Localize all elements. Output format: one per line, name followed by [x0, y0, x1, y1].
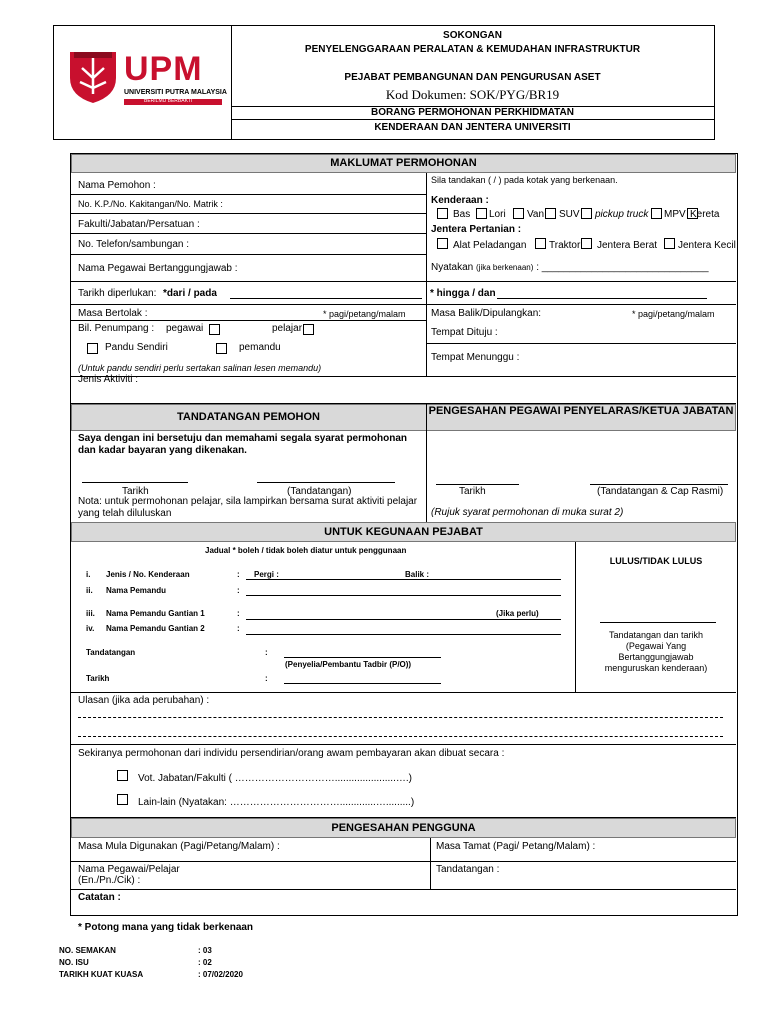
label-fakulti: Fakulti/Jabatan/Persatuan : — [78, 219, 200, 230]
masa-tamat-label: Masa Tamat (Pagi/ Petang/Malam) : — [436, 841, 596, 852]
pergi-label: Pergi : — [254, 570, 279, 579]
label-pegawai: Nama Pegawai Bertanggungjawab : — [78, 263, 238, 274]
ulasan-input-2[interactable] — [78, 724, 723, 737]
row-i-num: i. — [86, 570, 91, 579]
sig-line-tt-left[interactable] — [257, 482, 395, 483]
header-line3: PEJABAT PEMBANGUNAN DAN PENGURUSAN ASET — [344, 72, 601, 83]
checkbox-pegawai[interactable] — [209, 324, 220, 335]
row-line — [70, 281, 736, 282]
row-line — [70, 213, 426, 214]
pegawai-yang-text: (Pegawai Yang — [625, 641, 687, 651]
label-hingga-dan: * hingga / dan — [430, 288, 496, 299]
tt-left: (Tandatangan) — [287, 486, 352, 497]
tandatangan-label: Tandatangan — [86, 648, 136, 657]
row-ii-colon: : — [237, 586, 240, 595]
option-traktor: Traktor — [549, 240, 581, 251]
jadual-text: Jadual * boleh / tidak boleh diatur untuk penggunaan — [205, 546, 407, 555]
lulus-sig-line[interactable] — [600, 622, 716, 623]
sig-line-tt-right[interactable] — [590, 484, 728, 485]
ulasan-input-1[interactable] — [78, 705, 723, 718]
option-lori: Lori — [489, 209, 506, 220]
footer-value-semakan: : 03 — [198, 946, 212, 955]
row-line — [70, 194, 426, 195]
pengesahan-tandatangan-label: Tandatangan : — [436, 864, 500, 875]
jika-perlu: (Jika perlu) — [496, 609, 539, 618]
pengesahan-divider — [430, 838, 431, 889]
label-dari-pada: *dari / pada — [163, 288, 217, 299]
masa-mula-label: Masa Mula Digunakan (Pagi/Petang/Malam) : — [78, 841, 280, 852]
label-jenis-aktiviti: Jenis Aktiviti : — [78, 374, 139, 385]
sekiranya-text: Sekiranya permohonan dari individu persendirian/orang awam pembayaran akan dibuat secara : — [78, 748, 505, 759]
checkbox-pandu-sendiri[interactable] — [87, 343, 98, 354]
option-pickup: pickup truck — [595, 209, 649, 220]
row-line — [70, 233, 426, 234]
tandatangan-heading-left: TANDATANGAN PEMOHON — [177, 411, 320, 423]
option-pandu-sendiri: Pandu Sendiri — [105, 342, 168, 353]
nyatakan-line: : ______________________________ — [536, 262, 709, 273]
option-jentera-kecil: Jentera Kecil — [678, 240, 736, 251]
option-alat-peladangan: Alat Peladangan — [453, 240, 527, 251]
checkbox-lain[interactable] — [117, 794, 128, 805]
tarikh-hingga-input[interactable] — [497, 286, 707, 299]
row-line — [70, 744, 736, 745]
pandu-note: (Untuk pandu sendiri perlu sertakan salinan lesen memandu) — [78, 363, 322, 373]
catatan-label: Catatan : — [78, 892, 121, 903]
row-line — [70, 376, 736, 377]
checkbox-van[interactable] — [513, 208, 524, 219]
kod-dokumen: Kod Dokumen: SOK/PYG/BR19 — [385, 87, 560, 102]
row-iv-colon: : — [237, 624, 240, 633]
row-iv-num: iv. — [86, 624, 95, 633]
pagi-petang-2: * pagi/petang/malam — [632, 309, 715, 319]
nama-pegawai-label-1: Nama Pegawai/Pelajar — [78, 864, 180, 875]
nyatakan-note: (jika berkenaan) — [476, 263, 534, 272]
row-line — [70, 254, 426, 255]
checkbox-mpv[interactable] — [651, 208, 662, 219]
row-iv-label: Nama Pemandu Gantian 2 — [106, 624, 205, 633]
option-kereta: Kereta — [690, 209, 720, 220]
checkbox-pickup[interactable] — [581, 208, 592, 219]
tarikh-left: Tarikh — [122, 486, 149, 497]
tt-tarikh-text: Tandatangan dan tarikh — [608, 630, 704, 640]
row-iii-colon: : — [237, 609, 240, 618]
tarikh-right: Tarikh — [459, 486, 486, 497]
menguruskan-text: menguruskan kenderaan) — [604, 663, 708, 673]
kenderaan-label: Kenderaan : — [431, 195, 489, 206]
checkbox-lori[interactable] — [476, 208, 487, 219]
footer-value-tarikh: : 07/02/2020 — [198, 970, 243, 979]
logo-tagline: BERILMU BERBAKTI — [144, 98, 193, 104]
row-line — [70, 304, 736, 305]
tandatangan-heading-right: PENGESAHAN PEGAWAI PENYELARAS/KETUA JABATAN — [428, 405, 734, 417]
label-nama-pemohon: Nama Pemohon : — [78, 180, 156, 191]
checkbox-pemandu[interactable] — [216, 343, 227, 354]
checkbox-vot[interactable] — [117, 770, 128, 781]
option-bas: Bas — [453, 209, 471, 220]
footer-label-isu: NO. ISU — [59, 958, 89, 967]
balik-label: Balik : — [405, 570, 430, 579]
pagi-petang-1: * pagi/petang/malam — [323, 309, 406, 319]
nama-pegawai-label-2: (En./Pn./Cik) : — [78, 875, 141, 886]
penyelia-text: (Penyelia/Pembantu Tadbir (P/O)) — [285, 660, 412, 669]
bertanggungjawab-text: Bertanggungjawab — [618, 652, 694, 662]
rujuk-text: (Rujuk syarat permohonan di muka surat 2) — [431, 507, 624, 518]
checkbox-traktor[interactable] — [535, 238, 546, 249]
pejabat-tandatangan-input[interactable] — [284, 645, 441, 658]
footer-value-isu: : 02 — [198, 958, 212, 967]
label-tarikh-diperlukan: Tarikh diperlukan: — [78, 288, 157, 299]
upm-crest-icon — [66, 48, 120, 104]
row-line — [246, 619, 561, 620]
option-pegawai: pegawai — [166, 323, 204, 334]
nama-pemandu-input[interactable] — [246, 583, 561, 596]
tt-right: (Tandatangan & Cap Rasmi) — [597, 486, 724, 497]
nyatakan-label — [431, 262, 709, 274]
jenis-kenderaan-input[interactable] — [246, 567, 561, 580]
ulasan-label: Ulasan (jika ada perubahan) : — [78, 695, 210, 706]
label-no-kp: No. K.P./No. Kakitangan/No. Matrik : — [78, 199, 223, 209]
option-pelajar: pelajar — [272, 323, 303, 334]
maklumat-heading: MAKLUMAT PERMOHONAN — [330, 157, 477, 169]
checkbox-pelajar[interactable] — [303, 324, 314, 335]
sila-tandakan: Sila tandakan ( / ) pada kotak yang berkenaan. — [431, 175, 618, 185]
nyatakan-text: Nyatakan — [431, 262, 474, 273]
row-i-colon: : — [237, 570, 240, 579]
footer-label-tarikh: TARIKH KUAT KUASA — [59, 970, 144, 979]
maklumat-divider — [426, 173, 427, 376]
form-title-2: KENDERAAN DAN JENTERA UNIVERSITI — [374, 122, 571, 133]
row-ii-num: ii. — [86, 586, 93, 595]
label-tempat-menunggu: Tempat Menunggu : — [431, 352, 520, 363]
setuju-text: Saya dengan ini bersetuju dan memahami segala syarat permohonan dan kadar bayaran yang dikenakan. — [78, 433, 407, 456]
label-tempat-dituju: Tempat Dituju : — [431, 327, 498, 338]
tandatangan-colon: : — [265, 648, 268, 657]
option-mpv: MPV — [664, 209, 686, 220]
logo-text: UPM — [124, 50, 203, 88]
option-van: Van — [527, 209, 545, 220]
row-line — [70, 320, 426, 321]
row-iii-num: iii. — [86, 609, 95, 618]
row-iii-label: Nama Pemandu Gantian 1 — [106, 609, 205, 618]
form-title-1: BORANG PERMOHONAN PERKHIDMATAN — [371, 107, 574, 118]
label-masa-balik: Masa Balik/Dipulangkan: — [431, 308, 542, 319]
upm-logo — [66, 46, 227, 106]
logo-university: UNIVERSITI PUTRA MALAYSIA — [124, 89, 227, 96]
vot-text: Vot. Jabatan/Fakulti ( …………………………......................….) — [138, 773, 412, 784]
option-jentera-berat: Jentera Berat — [597, 240, 658, 251]
row-line — [70, 889, 736, 890]
nota-text: Nota: untuk permohonan pelajar, sila lampirkan bersama surat aktiviti pelajar yang telah diluluskan — [78, 496, 418, 519]
checkbox-jentera-berat[interactable] — [581, 238, 592, 249]
pengesahan-heading: PENGESAHAN PENGGUNA — [331, 822, 476, 834]
row-i-label: Jenis / No. Kenderaan — [106, 570, 190, 579]
pejabat-tarikh-input[interactable] — [284, 671, 441, 684]
sig-line-tarikh-left[interactable] — [82, 482, 188, 483]
sig-line-tarikh-right[interactable] — [436, 484, 519, 485]
logo-small-text: UPM — [70, 46, 86, 53]
checkbox-jentera-kecil[interactable] — [664, 238, 675, 249]
label-bil-penumpang: Bil. Penumpang : — [78, 323, 155, 334]
label-telefon: No. Telefon/sambungan : — [78, 239, 190, 250]
pejabat-heading: UNTUK KEGUNAAN PEJABAT — [324, 526, 483, 538]
tandatangan-divider — [426, 404, 427, 522]
jentera-label: Jentera Pertanian : — [431, 224, 522, 235]
row-line — [70, 861, 736, 862]
option-pemandu: pemandu — [239, 342, 281, 353]
checkbox-alat-peladangan[interactable] — [437, 238, 448, 249]
pejabat-tarikh-colon: : — [265, 674, 268, 683]
option-suv: SUV — [559, 209, 580, 220]
lain-text: Lain-lain (Nyatakan: …………………………….............….........) — [138, 797, 415, 808]
potong-text: * Potong mana yang tidak berkenaan — [78, 922, 254, 933]
footer-label-semakan: NO. SEMAKAN — [59, 946, 116, 955]
pemandu-gantian-2-input[interactable] — [246, 622, 561, 635]
header-line2: PENYELENGGARAAN PERALATAN & KEMUDAHAN INFRASTRUKTUR — [304, 44, 641, 55]
checkbox-bas[interactable] — [437, 208, 448, 219]
row-line — [70, 692, 736, 693]
pejabat-tarikh-label: Tarikh — [86, 674, 110, 683]
row-line — [426, 343, 736, 344]
header-line1: SOKONGAN — [443, 30, 502, 41]
row-ii-label: Nama Pemandu — [106, 586, 167, 595]
lulus-text: LULUS/TIDAK LULUS — [609, 556, 703, 566]
label-masa-bertolak: Masa Bertolak : — [78, 308, 148, 319]
tarikh-dari-input[interactable] — [230, 286, 422, 299]
header-rule-2 — [231, 119, 714, 120]
checkbox-suv[interactable] — [545, 208, 556, 219]
